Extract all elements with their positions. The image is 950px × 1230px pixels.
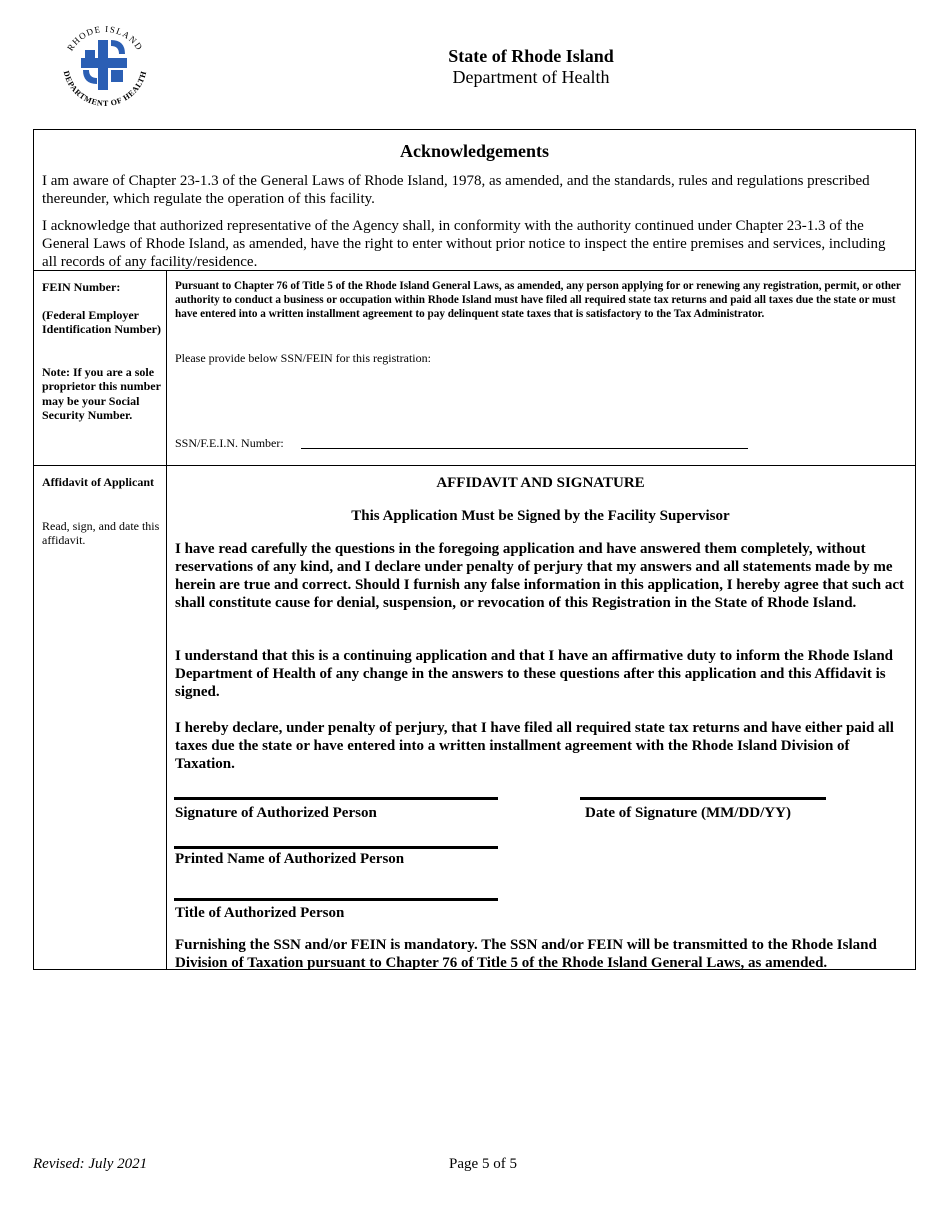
- title-label: Title of Authorized Person: [175, 905, 345, 921]
- department-title: Department of Health: [452, 67, 610, 87]
- affidavit-left-instruction: Read, sign, and date this affidavit.: [42, 519, 160, 548]
- printed-name-line[interactable]: [174, 846, 498, 849]
- affidavit-paragraph-3: I hereby declare, under penalty of perjury, that I have filed all required state tax returns and have either paid all taxes due the state or have entered into a written installment agreement with the Rhode Island Division of Taxation.: [175, 720, 894, 772]
- date-signature-label: Date of Signature (MM/DD/YY): [585, 805, 791, 821]
- logo-text-bottom: DEPARTMENT OF HEALTH: [61, 69, 149, 109]
- mandatory-note: Furnishing the SSN and/or FEIN is mandatory. The SSN and/or FEIN will be transmitted to the Rhode Island Division of Taxation pursuant to Chapter 76 of Title 5 of the Rhode Island General Laws, as amended.: [175, 937, 877, 971]
- fein-label: FEIN Number:: [42, 280, 121, 294]
- page-header: [0, 46, 950, 88]
- acknowledgement-paragraph-2: I acknowledge that authorized representative of the Agency shall, in conformity with the authority continued under Chapter 23-1.3 of the General Laws of Rhode Island, as amended, have the right to enter without prior notice to inspect the entire premises and services, including all records of any facility/residence.: [42, 218, 886, 270]
- title-line[interactable]: [174, 898, 498, 901]
- printed-name-label: Printed Name of Authorized Person: [175, 851, 405, 867]
- acknowledgement-paragraph-1: I am aware of Chapter 23-1.3 of the General Laws of Rhode Island, 1978, as amended, and the standards, rules and regulations prescribed thereunder, which regulate the operation of this facility.: [42, 173, 870, 207]
- revised-date: Revised: July 2021: [33, 1156, 148, 1172]
- acknowledgements-title: Acknowledgements: [400, 141, 549, 161]
- acknowledgements-section: [34, 130, 915, 270]
- signature-line[interactable]: [174, 797, 498, 800]
- pursuant-text: Pursuant to Chapter 76 of Title 5 of the Rhode Island General Laws, as amended, any person applying for or renewing any registration, permit, or other authority to conduct a business or occupation within Rhode Island must have filed all required state tax returns and paid all taxes due the state or must have entered into a written installment agreement to pay delinquent state taxes that is satisfactory to the Tax Administrator.: [175, 280, 901, 321]
- signature-label: Signature of Authorized Person: [175, 805, 377, 821]
- logo-text-top: RHODE ISLAND: [65, 23, 145, 53]
- ssn-fein-label: SSN/F.E.I.N. Number:: [175, 436, 284, 450]
- form-table: [33, 129, 916, 970]
- provide-instruction: Please provide below SSN/FEIN for this registration:: [175, 351, 431, 365]
- affidavit-paragraph-1: I have read carefully the questions in the foregoing application and have answered them completely, without reservations of any kind, and I declare under penalty of perjury that my answers and all statements made by me herein are true and correct. Should I furnish any false information in this application, I hereby agree that such act shall constitute cause for denial, suspension, or revocation of this Registration in the State of Rhode Island.: [175, 541, 905, 611]
- fein-sublabel: (Federal Employer Identification Number): [42, 308, 161, 337]
- affidavit-paragraph-2: I understand that this is a continuing application and that I have an affirmative duty to inform the Rhode Island Department of Health of any change in the answers to these questions after this application and this Affidavit is signed.: [175, 648, 894, 700]
- affidavit-left-title: Affidavit of Applicant: [42, 475, 155, 489]
- date-signature-line[interactable]: [580, 797, 826, 800]
- ssn-fein-input-line[interactable]: [301, 448, 748, 449]
- column-divider: [166, 270, 167, 969]
- page-number: Page 5 of 5: [449, 1156, 517, 1172]
- divider: [34, 465, 915, 466]
- state-title: State of Rhode Island: [448, 46, 614, 66]
- affidavit-title: AFFIDAVIT AND SIGNATURE: [436, 475, 645, 491]
- fein-note: Note: If you are a sole proprietor this number may be your Social Security Number.: [42, 365, 161, 422]
- affidavit-subtitle: This Application Must be Signed by the Facility Supervisor: [351, 508, 730, 524]
